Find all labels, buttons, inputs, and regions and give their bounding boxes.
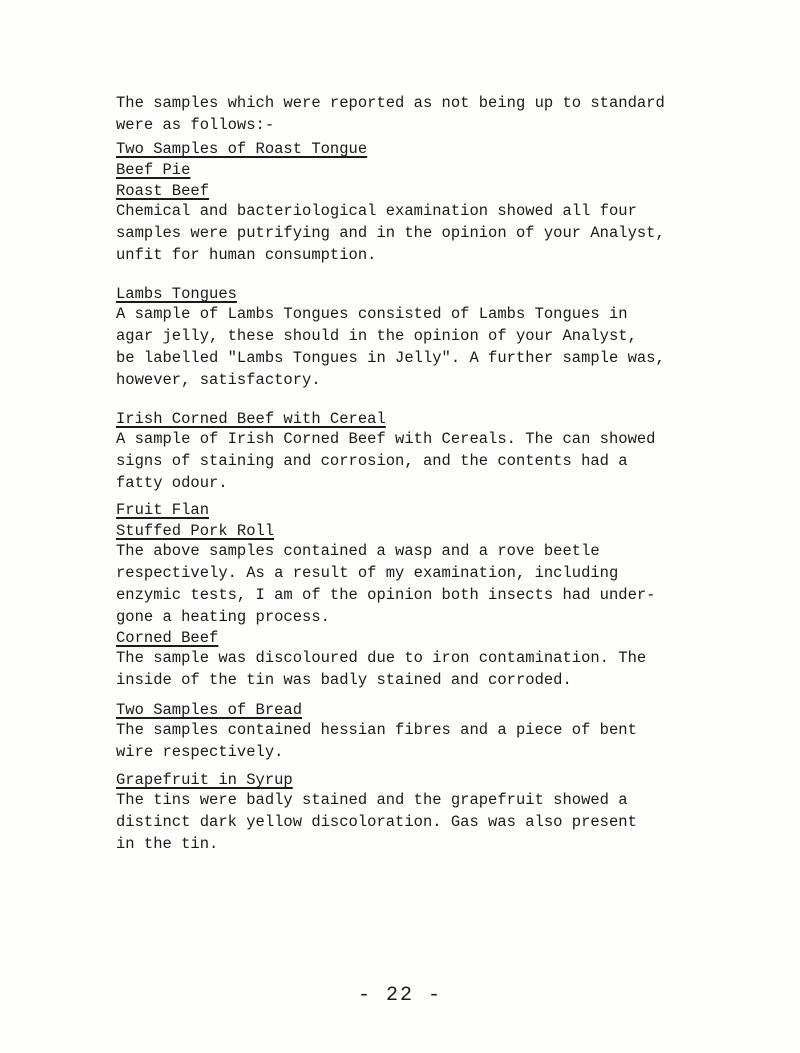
intro-paragraph: The samples which were reported as not being up to standard were as follows:- bbox=[116, 94, 665, 134]
section-heading-grapefruit: Grapefruit in Syrup bbox=[116, 771, 293, 789]
section-heading-irish-corned-beef: Irish Corned Beef with Cereal bbox=[116, 410, 386, 428]
section-text-corned-beef: The sample was discoloured due to iron contamination. The inside of the tin was badly stained and corroded. bbox=[116, 649, 647, 689]
section-text-grapefruit: The tins were badly stained and the grapefruit showed a distinct dark yellow discoloration. Gas was also present in the tin. bbox=[116, 791, 637, 853]
section-text-roast-meats: Chemical and bacteriological examination showed all four samples were putrifying and in the opinion of your Analyst, unfit for human consumption. bbox=[116, 202, 665, 264]
section-heading-lambs-tongues: Lambs Tongues bbox=[116, 285, 237, 303]
section-heading-roast-tongue: Two Samples of Roast Tongue bbox=[116, 140, 368, 158]
section-text-insects: The above samples contained a wasp and a rove beetle respectively. As a result of my examination, including enzymic tests, I am of the opinion both insects had under- gone a heating process. bbox=[116, 542, 656, 626]
section-text-bread: The samples contained hessian fibres and a piece of bent wire respectively. bbox=[116, 721, 637, 761]
section-heading-corned-beef: Corned Beef bbox=[116, 629, 219, 647]
section-text-lambs-tongues: A sample of Lambs Tongues consisted of Lambs Tongues in agar jelly, these should in the opinion of your Analyst, be labelled "Lambs Tongues in Jelly". A further sample was, however, satisfactory. bbox=[116, 305, 665, 389]
section-text-irish-corned-beef: A sample of Irish Corned Beef with Cereals. The can showed signs of staining and corrosion, and the contents had a fatty odour. bbox=[116, 430, 656, 492]
section-heading-bread: Two Samples of Bread bbox=[116, 701, 303, 719]
section-heading-roast-beef: Roast Beef bbox=[116, 182, 210, 200]
page-number: - 22 - bbox=[357, 984, 442, 1007]
section-heading-beef-pie: Beef Pie bbox=[116, 161, 191, 179]
section-heading-stuffed-pork-roll: Stuffed Pork Roll bbox=[116, 522, 275, 540]
section-heading-fruit-flan: Fruit Flan bbox=[116, 501, 210, 519]
